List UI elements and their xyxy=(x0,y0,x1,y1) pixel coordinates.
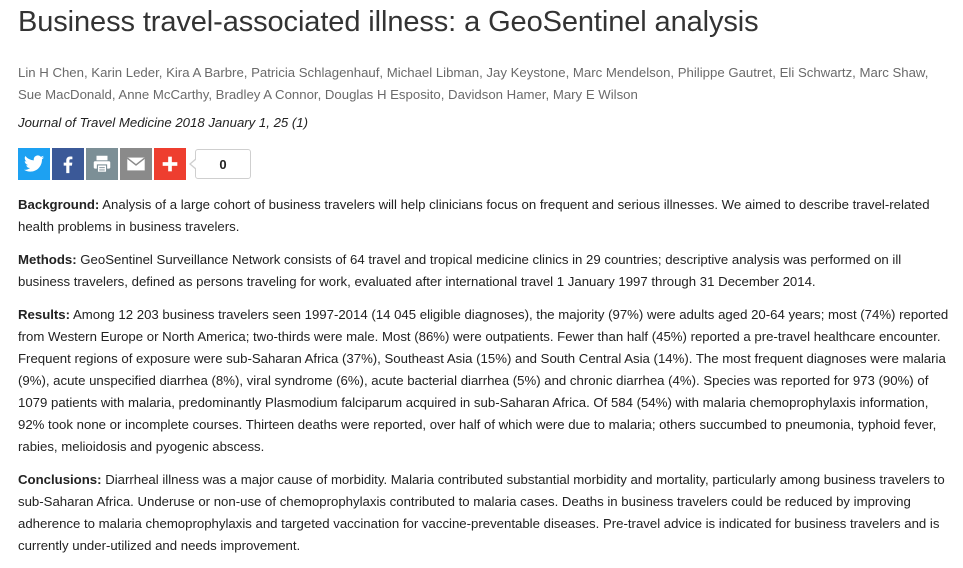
conclusions-text: Diarrheal illness was a major cause of morbidity. Malaria contributed substantial morbidity and mortality, particularly among business travelers to sub-Saharan Africa. Underuse or non-use of chemoprophylaxis contributed to malaria cases. Deaths in business travelers could be reduced by improving adherence to malaria chemoprophylaxis and targeted vaccination for vaccine-preventable diseases. Pre-travel advice is indicated for business travelers and is currently under-utilized and needs improvement. xyxy=(18,472,945,553)
abstract-background xyxy=(18,194,953,238)
more-share-button[interactable] xyxy=(154,148,186,180)
methods-text: GeoSentinel Surveillance Network consists of 64 travel and tropical medicine clinics in 29 countries; descriptive analysis was performed on ill business travelers, defined as persons traveling for work, evaluated after international travel 1 January 1997 through 31 December 2014. xyxy=(18,252,902,289)
print-button[interactable] xyxy=(86,148,118,180)
background-label: Background: xyxy=(18,197,100,212)
print-icon xyxy=(91,153,113,175)
conclusions-label: Conclusions: xyxy=(18,472,102,487)
author-list: Lin H Chen, Karin Leder, Kira A Barbre, Patricia Schlagenhauf, Michael Libman, Jay Keystone, Marc Mendelson, Philippe Gautret, Eli Schwartz, Marc Shaw, Sue MacDonald, Anne McCarthy, Bradley A Connor, Douglas H Esposito, Davidson Hamer, Mary E Wilson xyxy=(18,65,929,102)
email-icon xyxy=(125,153,147,175)
journal-citation: Journal of Travel Medicine 2018 January 1, 25 (1) xyxy=(18,115,309,130)
results-label: Results: xyxy=(18,307,71,322)
twitter-share-button[interactable] xyxy=(18,148,50,180)
email-share-button[interactable] xyxy=(120,148,152,180)
article-title: Business travel-associated illness: a GeoSentinel analysis xyxy=(18,6,759,38)
abstract-results xyxy=(18,304,953,458)
results-text: Among 12 203 business travelers seen 1997-2014 (14 045 eligible diagnoses), the majority (97%) were adults aged 20-64 years; most (74%) reported from Western Europe or North America; two-thirds were male. Most (86%) were outpatients. Fewer than half (45%) reported a pre-travel healthcare encounter. Frequent regions of exposure were sub-Saharan Africa (37%), Southeast Asia (15%) and South Central Asia (14%). The most frequent diagnoses were malaria (9%), acute unspecified diarrhea (8%), viral syndrome (6%), acute bacterial diarrhea (5%) and chronic diarrhea (4%). Species was reported for 973 (90%) of 1079 patients with malaria, predominantly Plasmodium falciparum acquired in sub-Saharan Africa. Of 584 (54%) with malaria chemoprophylaxis information, 92% took none or incomplete courses. Thirteen deaths were reported, over half of which were due to malaria; others succumbed to pneumonia, typhoid fever, rabies, melioidosis and pyogenic abscess. xyxy=(18,307,949,454)
abstract xyxy=(18,194,953,557)
share-count-badge: 0 xyxy=(195,149,251,179)
facebook-icon xyxy=(57,153,79,175)
facebook-share-button[interactable] xyxy=(52,148,84,180)
twitter-icon xyxy=(23,153,45,175)
share-bar xyxy=(18,148,953,180)
article-page xyxy=(18,0,953,568)
plus-icon xyxy=(159,153,181,175)
abstract-methods xyxy=(18,249,953,293)
methods-label: Methods: xyxy=(18,252,77,267)
abstract-conclusions xyxy=(18,469,953,557)
background-text: Analysis of a large cohort of business travelers will help clinicians focus on frequent and serious illnesses. We aimed to describe travel-related health problems in business travelers. xyxy=(18,197,930,234)
